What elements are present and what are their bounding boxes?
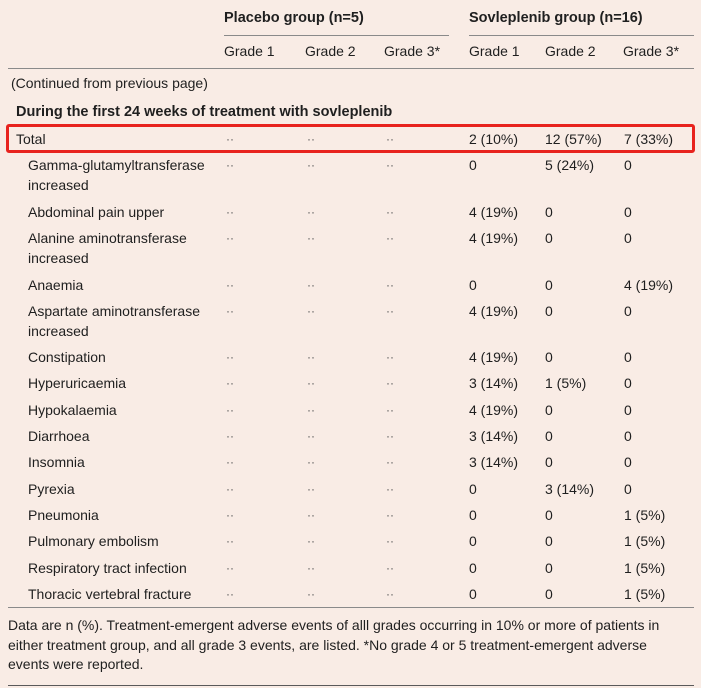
row-label: Hypokalaemia <box>28 402 117 418</box>
row-label: Alanine aminotransferase increased <box>28 230 187 266</box>
sovleplenib-cell: 0 <box>545 454 553 470</box>
sovleplenib-cell: 0 <box>624 402 632 418</box>
placebo-cell: ·· <box>386 158 394 172</box>
sovleplenib-cell: 0 <box>545 349 553 365</box>
sovleplenib-cell: 0 <box>545 277 553 293</box>
sovleplenib-cell: 0 <box>624 157 632 173</box>
placebo-cell: ·· <box>307 350 315 364</box>
placebo-cell: ·· <box>386 278 394 292</box>
sovleplenib-cell: 0 <box>545 230 553 246</box>
placebo-cell: ·· <box>386 304 394 318</box>
placebo-cell: ·· <box>307 205 315 219</box>
grade-header: Grade 2 <box>305 43 356 59</box>
placebo-cell: ·· <box>226 482 234 496</box>
placebo-cell: ·· <box>307 455 315 469</box>
row-label: Anaemia <box>28 277 84 293</box>
sovleplenib-cell: 0 <box>545 586 553 602</box>
placebo-cell: ·· <box>307 304 315 318</box>
sovleplenib-cell: 4 (19%) <box>469 204 519 220</box>
placebo-cell: ·· <box>307 231 315 245</box>
sovleplenib-cell: 0 <box>545 560 553 576</box>
placebo-cell: ·· <box>386 534 394 548</box>
placebo-cell: ·· <box>386 205 394 219</box>
grade-header: Grade 1 <box>224 43 275 59</box>
placebo-cell: ·· <box>386 231 394 245</box>
placebo-cell: ·· <box>307 429 315 443</box>
placebo-cell: ·· <box>226 455 234 469</box>
sovleplenib-cell: 0 <box>624 428 632 444</box>
sovleplenib-group-header: Sovleplenib group (n=16) <box>469 10 643 26</box>
row-label: Respiratory tract infection <box>28 560 187 576</box>
row-label: Hyperuricaemia <box>28 375 127 391</box>
grade-header: Grade 3* <box>623 43 680 59</box>
placebo-cell: ·· <box>226 158 234 172</box>
placebo-cell: ·· <box>226 304 234 318</box>
sovleplenib-cell: 1 (5%) <box>624 586 666 602</box>
sovleplenib-cell: 4 (19%) <box>469 349 519 365</box>
grade-header: Grade 1 <box>469 43 520 59</box>
grade-header: Grade 2 <box>545 43 596 59</box>
placebo-cell: ·· <box>307 561 315 575</box>
placebo-cell: ·· <box>386 429 394 443</box>
placebo-cell: ·· <box>226 132 234 146</box>
row-label: Gamma-glutamyltransferase increased <box>28 157 205 193</box>
sovleplenib-cell: 0 <box>545 204 553 220</box>
placebo-cell: ·· <box>226 508 234 522</box>
sovleplenib-cell: 0 <box>469 560 477 576</box>
placebo-cell: ·· <box>386 403 394 417</box>
placebo-cell: ·· <box>226 561 234 575</box>
section-title: During the first 24 weeks of treatment with sovleplenib <box>16 104 393 120</box>
placebo-cell: ·· <box>307 534 315 548</box>
placebo-cell: ·· <box>226 350 234 364</box>
sovleplenib-cell: 4 (19%) <box>469 230 519 246</box>
placebo-cell: ·· <box>386 561 394 575</box>
sovleplenib-cell: 0 <box>624 375 632 391</box>
placebo-cell: ·· <box>226 205 234 219</box>
row-label: Thoracic vertebral fracture <box>28 586 192 602</box>
placebo-cell: ·· <box>386 482 394 496</box>
sovleplenib-cell: 0 <box>545 533 553 549</box>
placebo-cell: ·· <box>226 429 234 443</box>
placebo-cell: ·· <box>307 482 315 496</box>
sovleplenib-cell: 0 <box>545 402 553 418</box>
group-underline-placebo <box>224 35 449 36</box>
sovleplenib-cell: 1 (5%) <box>545 375 587 391</box>
placebo-cell: ·· <box>386 587 394 601</box>
sovleplenib-cell: 1 (5%) <box>624 533 666 549</box>
sovleplenib-cell: 4 (19%) <box>469 303 519 319</box>
row-label: Abdominal pain upper <box>28 204 165 220</box>
sovleplenib-cell: 0 <box>624 454 632 470</box>
sovleplenib-cell: 0 <box>469 277 477 293</box>
table-bottom-rule <box>8 607 694 608</box>
sovleplenib-cell: 0 <box>469 586 477 602</box>
sovleplenib-cell: 3 (14%) <box>469 454 519 470</box>
placebo-cell: ·· <box>226 376 234 390</box>
sovleplenib-cell: 0 <box>469 481 477 497</box>
sovleplenib-cell: 4 (19%) <box>469 402 519 418</box>
sovleplenib-cell: 0 <box>545 428 553 444</box>
row-label: Pyrexia <box>28 481 75 497</box>
placebo-cell: ·· <box>386 508 394 522</box>
total-label: Total <box>16 131 46 147</box>
page-bottom-rule <box>8 685 694 686</box>
placebo-group-header: Placebo group (n=5) <box>224 10 364 26</box>
sovleplenib-cell: 1 (5%) <box>624 507 666 523</box>
sovleplenib-cell: 2 (10%) <box>469 131 519 147</box>
placebo-cell: ·· <box>226 231 234 245</box>
sovleplenib-cell: 1 (5%) <box>624 560 666 576</box>
sovleplenib-cell: 7 (33%) <box>624 131 674 147</box>
placebo-cell: ·· <box>386 132 394 146</box>
sovleplenib-cell: 3 (14%) <box>469 428 519 444</box>
header-bottom-rule <box>8 68 694 69</box>
sovleplenib-cell: 0 <box>624 349 632 365</box>
footnote: Data are n (%). Treatment-emergent adverse events of alll grades occurring in 10% or more of patients in either treatment group, and all grade 3 events, are listed. *No grade 4 or 5 treatment-emergent adverse events were reported. <box>8 617 660 672</box>
sovleplenib-cell: 0 <box>624 230 632 246</box>
sovleplenib-cell: 0 <box>545 507 553 523</box>
sovleplenib-cell: 12 (57%) <box>545 131 602 147</box>
placebo-cell: ·· <box>307 132 315 146</box>
sovleplenib-cell: 0 <box>469 157 477 173</box>
row-label: Diarrhoea <box>28 428 90 444</box>
row-label: Pneumonia <box>28 507 99 523</box>
placebo-cell: ·· <box>307 376 315 390</box>
sovleplenib-cell: 0 <box>545 303 553 319</box>
sovleplenib-cell: 0 <box>624 204 632 220</box>
placebo-cell: ·· <box>386 376 394 390</box>
placebo-cell: ·· <box>226 403 234 417</box>
placebo-cell: ·· <box>226 278 234 292</box>
row-label: Insomnia <box>28 454 85 470</box>
sovleplenib-cell: 5 (24%) <box>545 157 595 173</box>
row-label: Pulmonary embolism <box>28 533 159 549</box>
group-underline-sovleplenib <box>469 35 694 36</box>
placebo-cell: ·· <box>226 534 234 548</box>
placebo-cell: ·· <box>307 587 315 601</box>
placebo-cell: ·· <box>386 455 394 469</box>
sovleplenib-cell: 3 (14%) <box>469 375 519 391</box>
row-label: Aspartate aminotransferase increased <box>28 303 200 339</box>
row-label: Constipation <box>28 349 106 365</box>
sovleplenib-cell: 4 (19%) <box>624 277 674 293</box>
sovleplenib-cell: 0 <box>469 533 477 549</box>
sovleplenib-cell: 3 (14%) <box>545 481 595 497</box>
grade-header: Grade 3* <box>384 43 441 59</box>
placebo-cell: ·· <box>307 278 315 292</box>
sovleplenib-cell: 0 <box>624 303 632 319</box>
continued-note: (Continued from previous page) <box>11 75 208 91</box>
placebo-cell: ·· <box>307 403 315 417</box>
placebo-cell: ·· <box>226 587 234 601</box>
placebo-cell: ·· <box>307 508 315 522</box>
placebo-cell: ·· <box>386 350 394 364</box>
placebo-cell: ·· <box>307 158 315 172</box>
sovleplenib-cell: 0 <box>469 507 477 523</box>
sovleplenib-cell: 0 <box>624 481 632 497</box>
